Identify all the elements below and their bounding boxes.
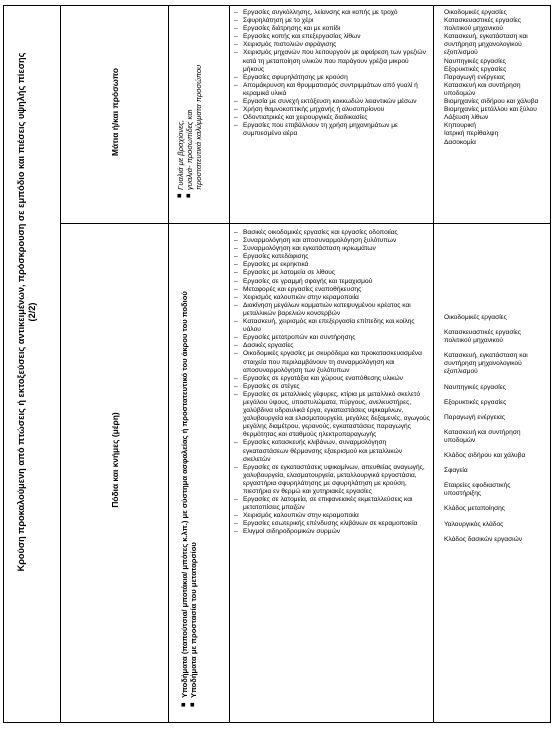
activity-text: Χειρισμός πιστολιών σφράγισης — [243, 41, 337, 49]
sector-item — [444, 521, 548, 529]
sector-item — [444, 106, 548, 114]
section2-ppe — [180, 226, 198, 716]
dash-bullet-icon: – — [234, 301, 238, 309]
sector-item — [444, 314, 548, 322]
activity-text: Εργασίες σε εγκαταστάσεις υψικαμίνων, απευθείας αναγωγής, χαλυβουργεία, ελασματουργεία, μεταλλουργικά εργοστάσια, εργαστήρια σφυρηλάτησης με σφυρηλάτηση με κρούση, πιεστήρια εν θερμώ και χυτηριακές εργασίες — [243, 463, 425, 495]
activity-item — [234, 496, 430, 512]
sector-text: Κατασκευή και συντήρηση υποδομών — [444, 428, 521, 444]
activity-text: Εργασίες κατασκευής κλιβάνων, συναρμολόγηση εγκαταστάσεων θέρμανσης εξαερισμού και μεταλλικών σκελετών — [243, 439, 403, 463]
sector-text: Κατασκευή, εγκατάσταση και συντήρηση μηχανολογικού εξοπλισμού — [444, 352, 528, 376]
activity-item — [234, 391, 430, 440]
activity-text: Εργασίες κοπής και επεξεργασίας λίθων — [243, 33, 361, 41]
sector-text: Κλάδος μεταποίησης — [444, 505, 505, 513]
dash-bullet-icon: – — [234, 9, 238, 16]
sector-text: Κατασκευή, εγκατάσταση και συντήρηση μηχανολογικού εξοπλισμού — [444, 33, 528, 57]
activity-text: Οικοδομικές εργασίες με σκυρόδεμα και προκατασκευασμένα στοιχεία που περιλαμβάνουν τη συναρμολόγηση και αποσυναρμολόγηση των ξυλότυπων — [243, 350, 422, 374]
activity-text: Εργασίες σε γραμμή σφαγής και τεμαχισμού — [243, 277, 373, 285]
dash-bullet-icon: – — [234, 114, 238, 122]
activity-text: Εργασίες κατεδάφισης — [243, 253, 309, 261]
sector-item — [444, 98, 548, 106]
activity-text: Χειρισμός καλουπιών στην κεραμοποιία — [243, 512, 359, 520]
activity-text: Οδοντιατρικές και χειρουργικές διαδικασίες — [243, 114, 368, 122]
dash-bullet-icon: – — [234, 512, 238, 520]
section1-activities-list — [234, 9, 430, 139]
sector-text: Λάξευση λίθων — [444, 114, 489, 122]
activity-text: Εργασίες σφυρηλάτησης με κρούση — [243, 73, 348, 81]
activity-item — [234, 286, 430, 294]
dash-bullet-icon: – — [234, 49, 238, 57]
bullet-icon: ■ — [181, 700, 186, 709]
dash-bullet-icon: – — [234, 33, 238, 41]
activity-text: Μεταφορές και εργασίες εναποθήκευσης — [243, 285, 362, 293]
activity-item — [234, 49, 430, 73]
dash-bullet-icon: – — [234, 350, 238, 358]
activity-item — [234, 106, 430, 114]
activity-item — [234, 439, 430, 463]
dash-bullet-icon: – — [234, 342, 238, 350]
dash-bullet-icon: – — [234, 382, 238, 390]
section1-ppe-item: γυαλιά- προσωπίδες και — [185, 109, 194, 190]
sector-item — [444, 352, 548, 376]
sector-text: Υαλουργικός κλάδος — [444, 520, 504, 528]
dash-bullet-icon: – — [234, 390, 238, 398]
dash-bullet-icon: – — [234, 374, 238, 382]
activity-text: Ελιγμοί σιδηροδρομικών συρμών — [243, 528, 341, 536]
dash-bullet-icon: – — [234, 81, 238, 89]
table-title-line2: (2/2) — [27, 302, 37, 322]
sector-item — [444, 66, 548, 74]
section1-ppe — [176, 12, 203, 212]
activity-item — [234, 528, 430, 536]
sector-item — [444, 399, 548, 407]
activity-item — [234, 17, 430, 25]
bullet-icon: ■ — [190, 700, 195, 709]
section1-ppe-item: Γυαλιά με βραχίονες, — [176, 119, 185, 190]
activity-text: Χειρισμός καλουπιών στην κεραμοποιία — [243, 293, 359, 301]
sector-text: Ναυπηγικές εργασίες — [444, 383, 506, 391]
sector-item — [444, 329, 548, 345]
sector-text: Δασοκομία — [444, 138, 476, 146]
sector-text: Κατασκευή και συντήρηση υποδομών — [444, 81, 521, 97]
dash-bullet-icon: – — [234, 98, 238, 106]
activity-item — [234, 122, 430, 138]
dash-bullet-icon: – — [234, 463, 238, 471]
sector-item — [444, 414, 548, 422]
dash-bullet-icon: – — [234, 253, 238, 261]
activity-text: Διακίνηση μεγάλων κομματιών κατεψυγμένου κρέατος και μεταλλικών βαρελιών κονσερβών — [243, 301, 411, 317]
activity-text: Συναρμολόγηση και αποσυναρμολόγηση ξυλότυπων — [243, 237, 397, 245]
column-rule — [433, 5, 434, 723]
activity-item — [234, 383, 430, 391]
sector-item — [444, 82, 548, 98]
activity-item — [234, 375, 430, 383]
sector-text: Κατασκευαστικές εργασίες πολιτικού μηχανικού — [444, 17, 522, 33]
sector-item — [444, 384, 548, 392]
sector-text: Βιομηχανίες σιδήρου και χάλυβα — [444, 98, 539, 106]
activity-item — [234, 294, 430, 302]
activity-item — [234, 464, 430, 496]
dash-bullet-icon: – — [234, 245, 238, 253]
activity-item — [234, 237, 430, 245]
activity-text: Εργασίες διάτρησης και με κοπίδι — [243, 25, 341, 33]
dash-bullet-icon: – — [234, 293, 238, 301]
activity-text: Εργασίες σε λατομεία, σε επιφανειακές εκμεταλλεύσεις και μετατοπίσεις μπαζών — [243, 496, 413, 512]
dash-bullet-icon: – — [234, 122, 238, 130]
dash-bullet-icon: – — [234, 41, 238, 49]
dash-bullet-icon: – — [234, 237, 238, 245]
sector-text: Βιομηχανίες μετάλλου και ξύλου — [444, 106, 537, 114]
sector-item — [444, 482, 548, 498]
sector-item — [444, 33, 548, 57]
activity-item — [234, 302, 430, 318]
dash-bullet-icon: – — [234, 73, 238, 81]
dash-bullet-icon: – — [234, 528, 238, 536]
activity-item — [234, 82, 430, 98]
sector-item — [444, 114, 548, 122]
sector-text: Κατασκευαστικές εργασίες πολιτικού μηχανικού — [444, 329, 522, 345]
column-rule — [229, 5, 230, 723]
activity-item — [234, 278, 430, 286]
sector-text: Σφαγεία — [444, 467, 468, 475]
section2-ppe-item: Υποδήματα (παπούτσια/ μποτάκια/ μπότες κ.λπ.) με σύστημα ασφαλείας ή προστατευτικό του άκρου του ποδιού — [180, 291, 189, 698]
activity-text: Εργασίες με εκρηκτικά — [243, 261, 309, 269]
sector-text: Οικοδομικές εργασίες — [444, 9, 507, 16]
sector-item — [444, 467, 548, 475]
sector-item — [444, 505, 548, 513]
activity-text: Συναρμολόγηση και εγκατάσταση ικριωμάτων — [243, 245, 376, 253]
activity-text: Χρήση θαμνοκοπτικής μηχανής ή αλυσοπρίονου — [243, 106, 385, 114]
dash-bullet-icon: – — [234, 229, 238, 236]
activity-text: Εργασίες με λατομεία σε λίθους — [243, 269, 336, 277]
sector-text: Κλάδος σιδήρου και χάλυβα — [444, 452, 526, 460]
activity-item — [234, 98, 430, 106]
activity-text: Απομάκρυνση και θρυμματισμός συντριμμάτων από γυαλί ή κεραμικά υλικά — [243, 81, 418, 97]
activity-text: Εργασίες σε μεταλλικές γέφυρες, κτίρια με μεταλλικό σκελετό μεγάλου ύψους, υποστυλώματα, πύργους, ανελκυστήρες, χαλύβδινα υδραυλικά έργα, εγκαταστάσεις υψικαμίνων, χαλυβουργεία και ελασματουργεία, μεγάλες δεξαμενές, αγωγούς μεγάλης διαμέτρου, γερανούς, εγκαταστάσεις παραγωγής θερμότητας και σταθμούς ηλεκτροπαραγωγής — [243, 390, 430, 439]
dash-bullet-icon: – — [234, 106, 238, 114]
sector-item — [444, 58, 548, 66]
sector-text: Παραγωγή ενέργειας — [444, 73, 505, 81]
column-rule — [168, 5, 169, 723]
sector-text: Κλάδος δασικών εργασιών — [444, 535, 523, 543]
sector-text: Κηπουρική — [444, 122, 476, 130]
bullet-icon: ■ — [186, 191, 191, 200]
sector-text: Εξορυκτικές εργασίες — [444, 398, 507, 406]
sector-item — [444, 9, 548, 17]
sector-item — [444, 139, 548, 147]
activity-text: Εργασίες που επιβάλλουν τη χρήση μηχανημάτων με συμπιεσμένο αέρα — [243, 122, 398, 138]
sector-text: Εξορυκτικές εργασίες — [444, 65, 507, 73]
dash-bullet-icon: – — [234, 520, 238, 528]
activity-item — [234, 318, 430, 334]
activity-item — [234, 9, 430, 17]
activity-item — [234, 229, 430, 237]
row-rule — [60, 223, 551, 224]
section1-body-part: Μάτια ή/και πρόσωπο — [110, 68, 120, 156]
section1-sectors-list — [444, 9, 548, 147]
sector-item — [444, 536, 548, 544]
sector-item — [444, 429, 548, 445]
sector-text: Εταιρείες εφοδιαστικής υποστήριξης — [444, 482, 511, 498]
activity-item — [234, 74, 430, 82]
sector-text: Ιατρική περίθαλψη — [444, 130, 499, 138]
activity-text: Εργασίες μετατροπών και συντήρησης — [243, 334, 356, 342]
activity-text: Σφυρηλάτηση με το χέρι — [243, 17, 314, 25]
column-rule — [60, 5, 61, 723]
activity-item — [234, 269, 430, 277]
section2-ppe-item: Υποδήματα με προστασία του μεταταρσίου — [189, 542, 198, 698]
sector-text: Ναυπηγικές εργασίες — [444, 57, 506, 65]
dash-bullet-icon: – — [234, 439, 238, 447]
section2-body-part: Πόδια και κνήμες (μέρη) — [110, 412, 120, 508]
table-title-line1: Κρούση προκαλούμενη από πτώσεις ή εκτοξεύσεις αντικειμένων, πρόσκρουση σε εμπόδιο και πιέσεις υψηλής πίεσης — [16, 52, 26, 572]
sector-item — [444, 452, 548, 460]
dash-bullet-icon: – — [234, 261, 238, 269]
activity-text: Εργασίες εσωτερικής επένδυσης κλιβάνων σε κεραμοποιεία — [243, 520, 418, 528]
dash-bullet-icon: – — [234, 318, 238, 326]
section1-ppe-item: προστατευτικά καλύμματα προσώπου — [194, 64, 203, 190]
sector-item — [444, 74, 548, 82]
activity-text: Δασικές εργασίες — [243, 342, 294, 350]
dash-bullet-icon: – — [234, 285, 238, 293]
activity-text: Χειρισμός μηχανών που λειτουργούν με αφαίρεση των γρεζιών κατά τη μεταποίηση υλικών που παράγουν γρέζια μικρού μήκους — [243, 49, 426, 73]
section2-sectors-list — [444, 314, 548, 551]
bullet-icon: ■ — [177, 191, 182, 200]
activity-text: Εργασίες σε στέγες — [243, 382, 300, 390]
dash-bullet-icon: – — [234, 269, 238, 277]
sector-item — [444, 130, 548, 138]
table-title — [16, 12, 38, 612]
activity-item — [234, 350, 430, 374]
section2-activities-list — [234, 229, 430, 537]
dash-bullet-icon: – — [234, 334, 238, 342]
activity-text: Εργασίες σε εργοτάξια και χώρους εναπόθεσης υλικών — [243, 374, 403, 382]
dash-bullet-icon: – — [234, 17, 238, 25]
activity-text: Εργασίες συγκόλλησης, λείανσης και κοπής με τροχό — [243, 9, 398, 16]
dash-bullet-icon: – — [234, 25, 238, 33]
activity-text: Βασικές οικοδομικές εργασίες και εργασίες οδοποιίας — [243, 229, 398, 236]
dash-bullet-icon: – — [234, 496, 238, 504]
dash-bullet-icon: – — [234, 277, 238, 285]
activity-text: Κατασκευή, χειρισμός και επεξεργασία επίπεδης και κοίλης υάλου — [243, 318, 415, 334]
sector-item — [444, 17, 548, 33]
sector-text: Παραγωγή ενέργειας — [444, 413, 505, 421]
activity-text: Εργασία με συνεχή εκτόξευση κοκκωδών λειαντικών μέσων — [243, 98, 417, 106]
sector-text: Οικοδομικές εργασίες — [444, 314, 507, 321]
